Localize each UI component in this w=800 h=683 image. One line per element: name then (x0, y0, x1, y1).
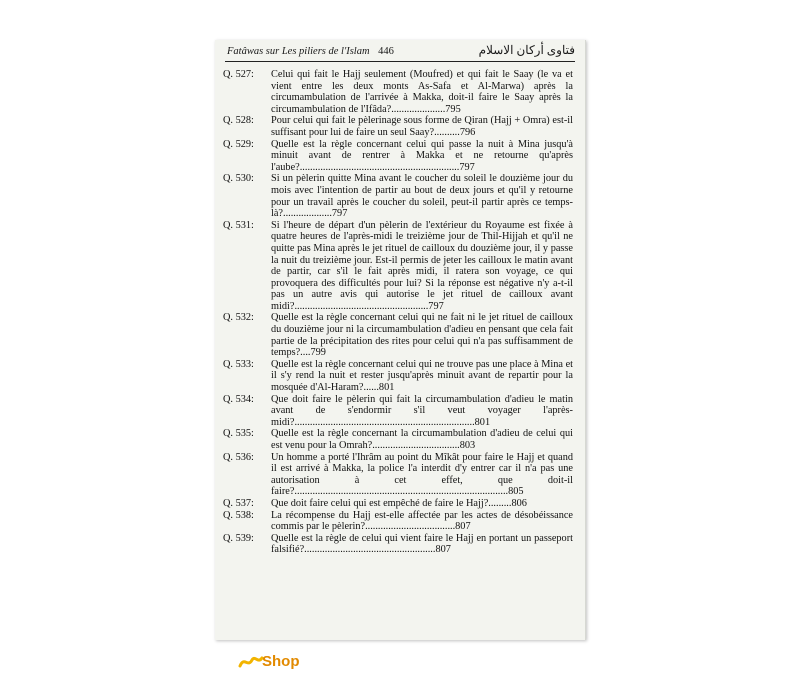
question-text: Quelle est la règle de celui qui vient faire le Hajj en portant un passeport falsifié?...................................................807 (271, 532, 573, 556)
question-entry (223, 359, 573, 394)
question-text: La récompense du Hajj est-elle affectée par les actes de désobéissance commis par le pèlerin?...................................807 (271, 509, 573, 533)
question-number: Q. 532: (223, 312, 254, 324)
page-number: 446 (378, 46, 394, 57)
logo-text: Shop (262, 653, 300, 670)
question-entry (223, 428, 573, 451)
question-number: Q. 530: (223, 173, 254, 185)
question-entry (223, 139, 573, 174)
question-text: Pour celui qui fait le pèlerinage sous forme de Qiran (Hajj + Omra) est-il suffisant pour lui de faire un seul Saay?..........796 (271, 115, 573, 138)
question-text: Si l'heure de départ d'un pèlerin de l'extérieur du Royaume est fixée à quatre heures de l'après-midi le treizième jour de Thil-Hijjah et qu'il ne quitte pas Mina après le jet rituel de cailloux du douzième jour, il y passe la nuit du treizième jour. Est-il permis de jeter les cailloux le matin avant de partir, car s'il le fait après midi, il ratera son voyage, ce qui provoquera des difficultés pour lui? Si la réponse est négative n'y a-t-il pas un autre avis qui autorise le jet rituel de cailloux avant midi?....................................................797 (271, 219, 573, 312)
question-text: Quelle est la règle concernant celui qui ne fait ni le jet rituel de cailloux du douzième jour ni la circumambulation d'adieu en pensant que cela fait partie de la précipitation des rites pour celui qui n'a pas suffisamment de temps?....799 (271, 312, 573, 359)
question-number: Q. 529: (223, 138, 254, 150)
header-title (227, 46, 394, 57)
question-entry (223, 498, 573, 510)
question-entry (223, 394, 573, 429)
question-entry (223, 69, 573, 115)
question-entry (223, 220, 573, 313)
question-text: Quelle est la règle concernant celui qui ne trouve pas une place à Mina et il s'y rend la nuit et rester jusqu'après minuit avant de repartir pour la mosquée d'Al-Haram?......801 (271, 358, 573, 394)
question-number: Q. 528: (223, 115, 254, 127)
book-page (215, 40, 586, 640)
question-text: Celui qui fait le Hajj seulement (Moufred) et qui fait le Saay (le va et vient entre les deux monts As-Safa et Al-Marwa) après la circumambulation de l'arrivée à Makka, doit-il faire le Saay après la circumambulation de l'Ifâda?.....................795 (271, 69, 573, 115)
question-number: Q. 531: (223, 219, 254, 231)
question-number: Q. 534: (223, 393, 254, 405)
question-entry (223, 510, 573, 533)
question-entry (223, 115, 573, 138)
question-number: Q. 533: (223, 358, 254, 370)
question-text: Si un pèlerin quitte Mina avant le coucher du soleil le douzième jour du mois avec l'intention de partir au bout de deux jours et qu'il y retourne pour un travail après le coucher du soleil, peut-il partir après ce temps-là?...................797 (271, 173, 573, 220)
question-entry (223, 173, 573, 219)
question-number: Q. 538: (223, 509, 254, 521)
page-header (227, 43, 575, 59)
question-entry (223, 312, 573, 358)
question-number: Q. 527: (223, 69, 254, 80)
question-text: Quelle est la règle concernant la circumambulation d'adieu de celui qui est venu pour la Omrah?..................................803 (271, 428, 573, 451)
shop-logo (238, 652, 298, 672)
header-arabic-title: فتاوى أركان الاسلام (478, 43, 575, 57)
question-number: Q. 539: (223, 532, 254, 544)
question-text: Que doit faire celui qui est empêché de faire le Hajj?.........806 (271, 497, 527, 509)
question-text: Quelle est la règle concernant celui qui passe la nuit à Mina jusqu'à minuit avant de rentrer à Makka et ne retourne qu'après l'aube?..............................................................797 (271, 138, 573, 173)
question-list (223, 69, 573, 556)
question-text: Que doit faire le pèlerin qui fait la circumambulation d'adieu le matin avant de s'endormir s'il veut voyager l'après-midi?......................................................................801 (271, 393, 573, 428)
question-number: Q. 536: (223, 451, 254, 463)
header-title-text: Fatâwas sur Les piliers de l'Islam (227, 46, 370, 57)
question-entry (223, 452, 573, 498)
question-number: Q. 535: (223, 428, 254, 440)
swirl-icon (238, 652, 264, 672)
header-rule (225, 61, 575, 62)
question-entry (223, 533, 573, 556)
question-text: Un homme a porté l'Ihrâm au point du Mîkât pour faire le Hajj et quand il est arrivé à Makka, la police l'a interdit d'y entrer car il n'a pas une autorisation à cet effet, que doit-il faire?...................................................................................805 (271, 451, 573, 498)
question-number: Q. 537: (223, 497, 254, 509)
